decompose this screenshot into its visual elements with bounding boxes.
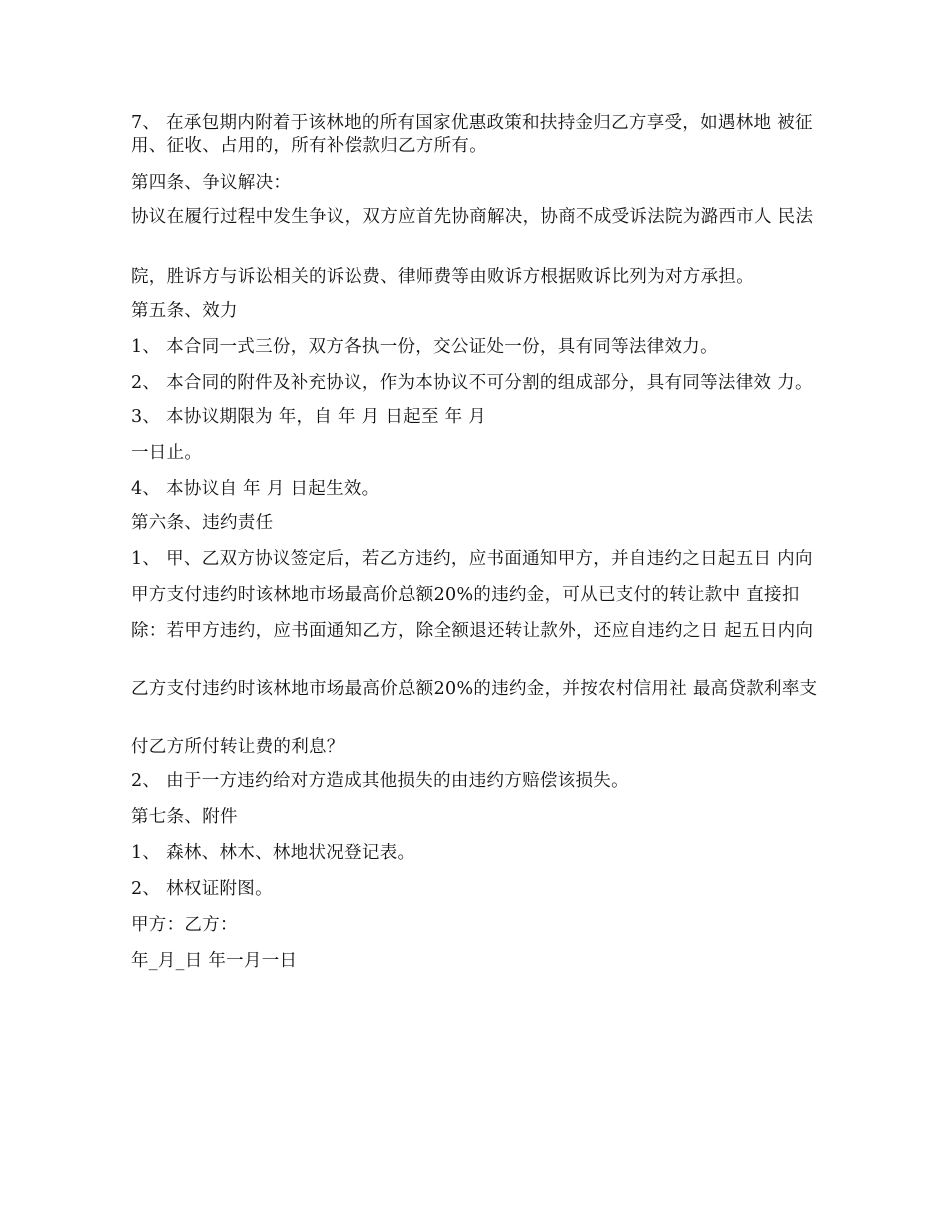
paragraph-breach-5: 付乙方所付转让费的利息？ (131, 737, 345, 757)
signature-parties: 甲方：乙方： (131, 915, 238, 935)
paragraph-breach-item-2: 2、 由于一方违约给对方造成其他损失的由违约方赔偿该损失。 (131, 771, 629, 791)
paragraph-breach-2: 甲方支付违约时该林地市场最高价总额20%的违约金，可从已支付的转让款中 直接扣 (131, 585, 800, 605)
paragraph-dispute-1: 协议在履行过程中发生争议，双方应首先协商解决，协商不成受诉法院为潞西市人 民法 (131, 207, 814, 227)
paragraph-breach-1: 1、 甲、乙双方协议签定后，若乙方违约，应书面通知甲方，并自违约之日起五日 内向 (131, 549, 813, 569)
paragraph-effect-3: 3、 本协议期限为 年，自 年 月 日起至 年 月 (131, 407, 487, 427)
paragraph-attachment-2: 2、 林权证附图。 (131, 879, 273, 899)
signature-dates: 年_月_日 年一月一日 (131, 951, 298, 971)
heading-article-7: 第七条、附件 (131, 807, 238, 827)
paragraph-clause-7: 7、 在承包期内附着于该林地的所有国家优惠政策和扶持金归乙方享受，如遇林地 被征用、征收、占用的，所有补偿款归乙方所有。 (131, 113, 813, 156)
paragraph-effect-3-end: 一日止。 (131, 443, 203, 463)
heading-article-4: 第四条、争议解决： (131, 173, 292, 193)
paragraph-breach-3: 除：若甲方违约，应书面通知乙方，除全额退还转让款外，还应自违约之日 起五日内向 (131, 621, 814, 641)
paragraph-attachment-1: 1、 森林、林木、林地状况登记表。 (131, 843, 416, 863)
paragraph-dispute-2: 院，胜诉方与诉讼相关的诉讼费、律师费等由败诉方根据败诉比列为对方承担。 (131, 267, 754, 287)
paragraph-breach-4: 乙方支付违约时该林地市场最高价总额20%的违约金，并按农村信用社 最高贷款利率支 (131, 679, 818, 699)
paragraph-effect-2: 2、 本合同的附件及补充协议，作为本协议不可分割的组成部分，具有同等法律效 力。 (131, 373, 813, 393)
heading-article-5: 第五条、效力 (131, 301, 238, 321)
paragraph-effect-1: 1、 本合同一式三份，双方各执一份，交公证处一份，具有同等法律效力。 (131, 337, 718, 357)
heading-article-6: 第六条、违约责任 (131, 513, 274, 533)
paragraph-effect-4: 4、 本协议自 年 月 日起生效。 (131, 479, 380, 499)
